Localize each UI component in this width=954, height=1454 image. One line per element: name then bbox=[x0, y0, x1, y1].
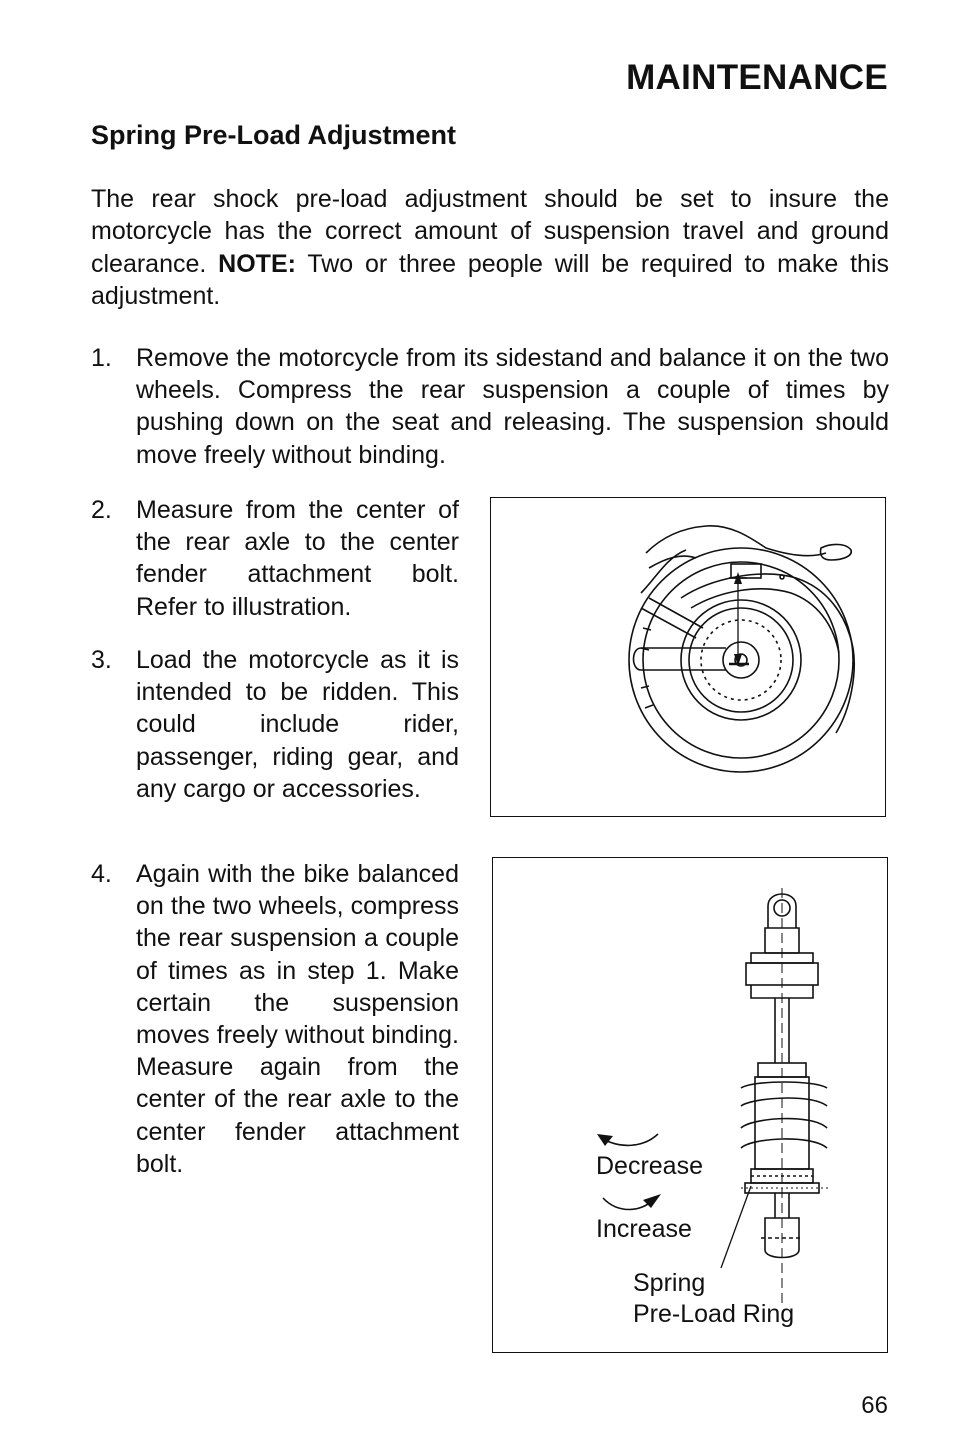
intro-text-after: Two or three people will be required to make this adjustment. bbox=[91, 249, 889, 310]
rear-shock-illustration bbox=[492, 857, 888, 1353]
increase-label: Increase bbox=[596, 1215, 692, 1243]
step-text: Again with the bike balanced on the two wheels, compress the rear suspension a couple of times as in step 1. Make certain the suspension moves freely without binding. Measure again from the center of the rear axle to the center fender attachment bolt. bbox=[136, 860, 459, 1178]
preload-ring-label-line1: Spring bbox=[633, 1269, 706, 1297]
step-text: Load the motorcycle as it is intended to be ridden. This could include rider, passenger, riding gear, and any cargo or accessories. bbox=[136, 646, 459, 803]
section-title: Spring Pre-Load Adjustment bbox=[91, 120, 457, 150]
step-number: 2. bbox=[91, 496, 112, 524]
decrease-label: Decrease bbox=[596, 1152, 703, 1180]
preload-ring-callout bbox=[633, 1268, 794, 1330]
preload-ring-label-line2: Pre-Load Ring bbox=[633, 1300, 795, 1328]
step-number: 1. bbox=[91, 344, 112, 372]
step-text: Remove the motorcycle from its sidestand and balance it on the two wheels. Compress the rear suspension a couple of times by pushing down on the seat and releasing. The suspension should move freely without binding. bbox=[136, 344, 889, 469]
page-header-title: MAINTENANCE bbox=[626, 58, 888, 97]
page-number: 66 bbox=[861, 1392, 888, 1419]
intro-text-before: The rear shock pre-load adjustment should be set to insure the motorcycle has the correct amount of suspension travel and ground clearance. bbox=[91, 185, 889, 278]
step-number: 3. bbox=[91, 646, 112, 674]
step-text: Measure from the center of the rear axle to the center fender attachment bolt. Refer to illustration. bbox=[136, 496, 459, 621]
note-label: NOTE: bbox=[218, 249, 296, 278]
rear-wheel-illustration bbox=[490, 497, 886, 817]
step-number: 4. bbox=[91, 860, 112, 888]
rear-wheel-drawing bbox=[491, 498, 885, 816]
intro-paragraph bbox=[91, 183, 889, 312]
